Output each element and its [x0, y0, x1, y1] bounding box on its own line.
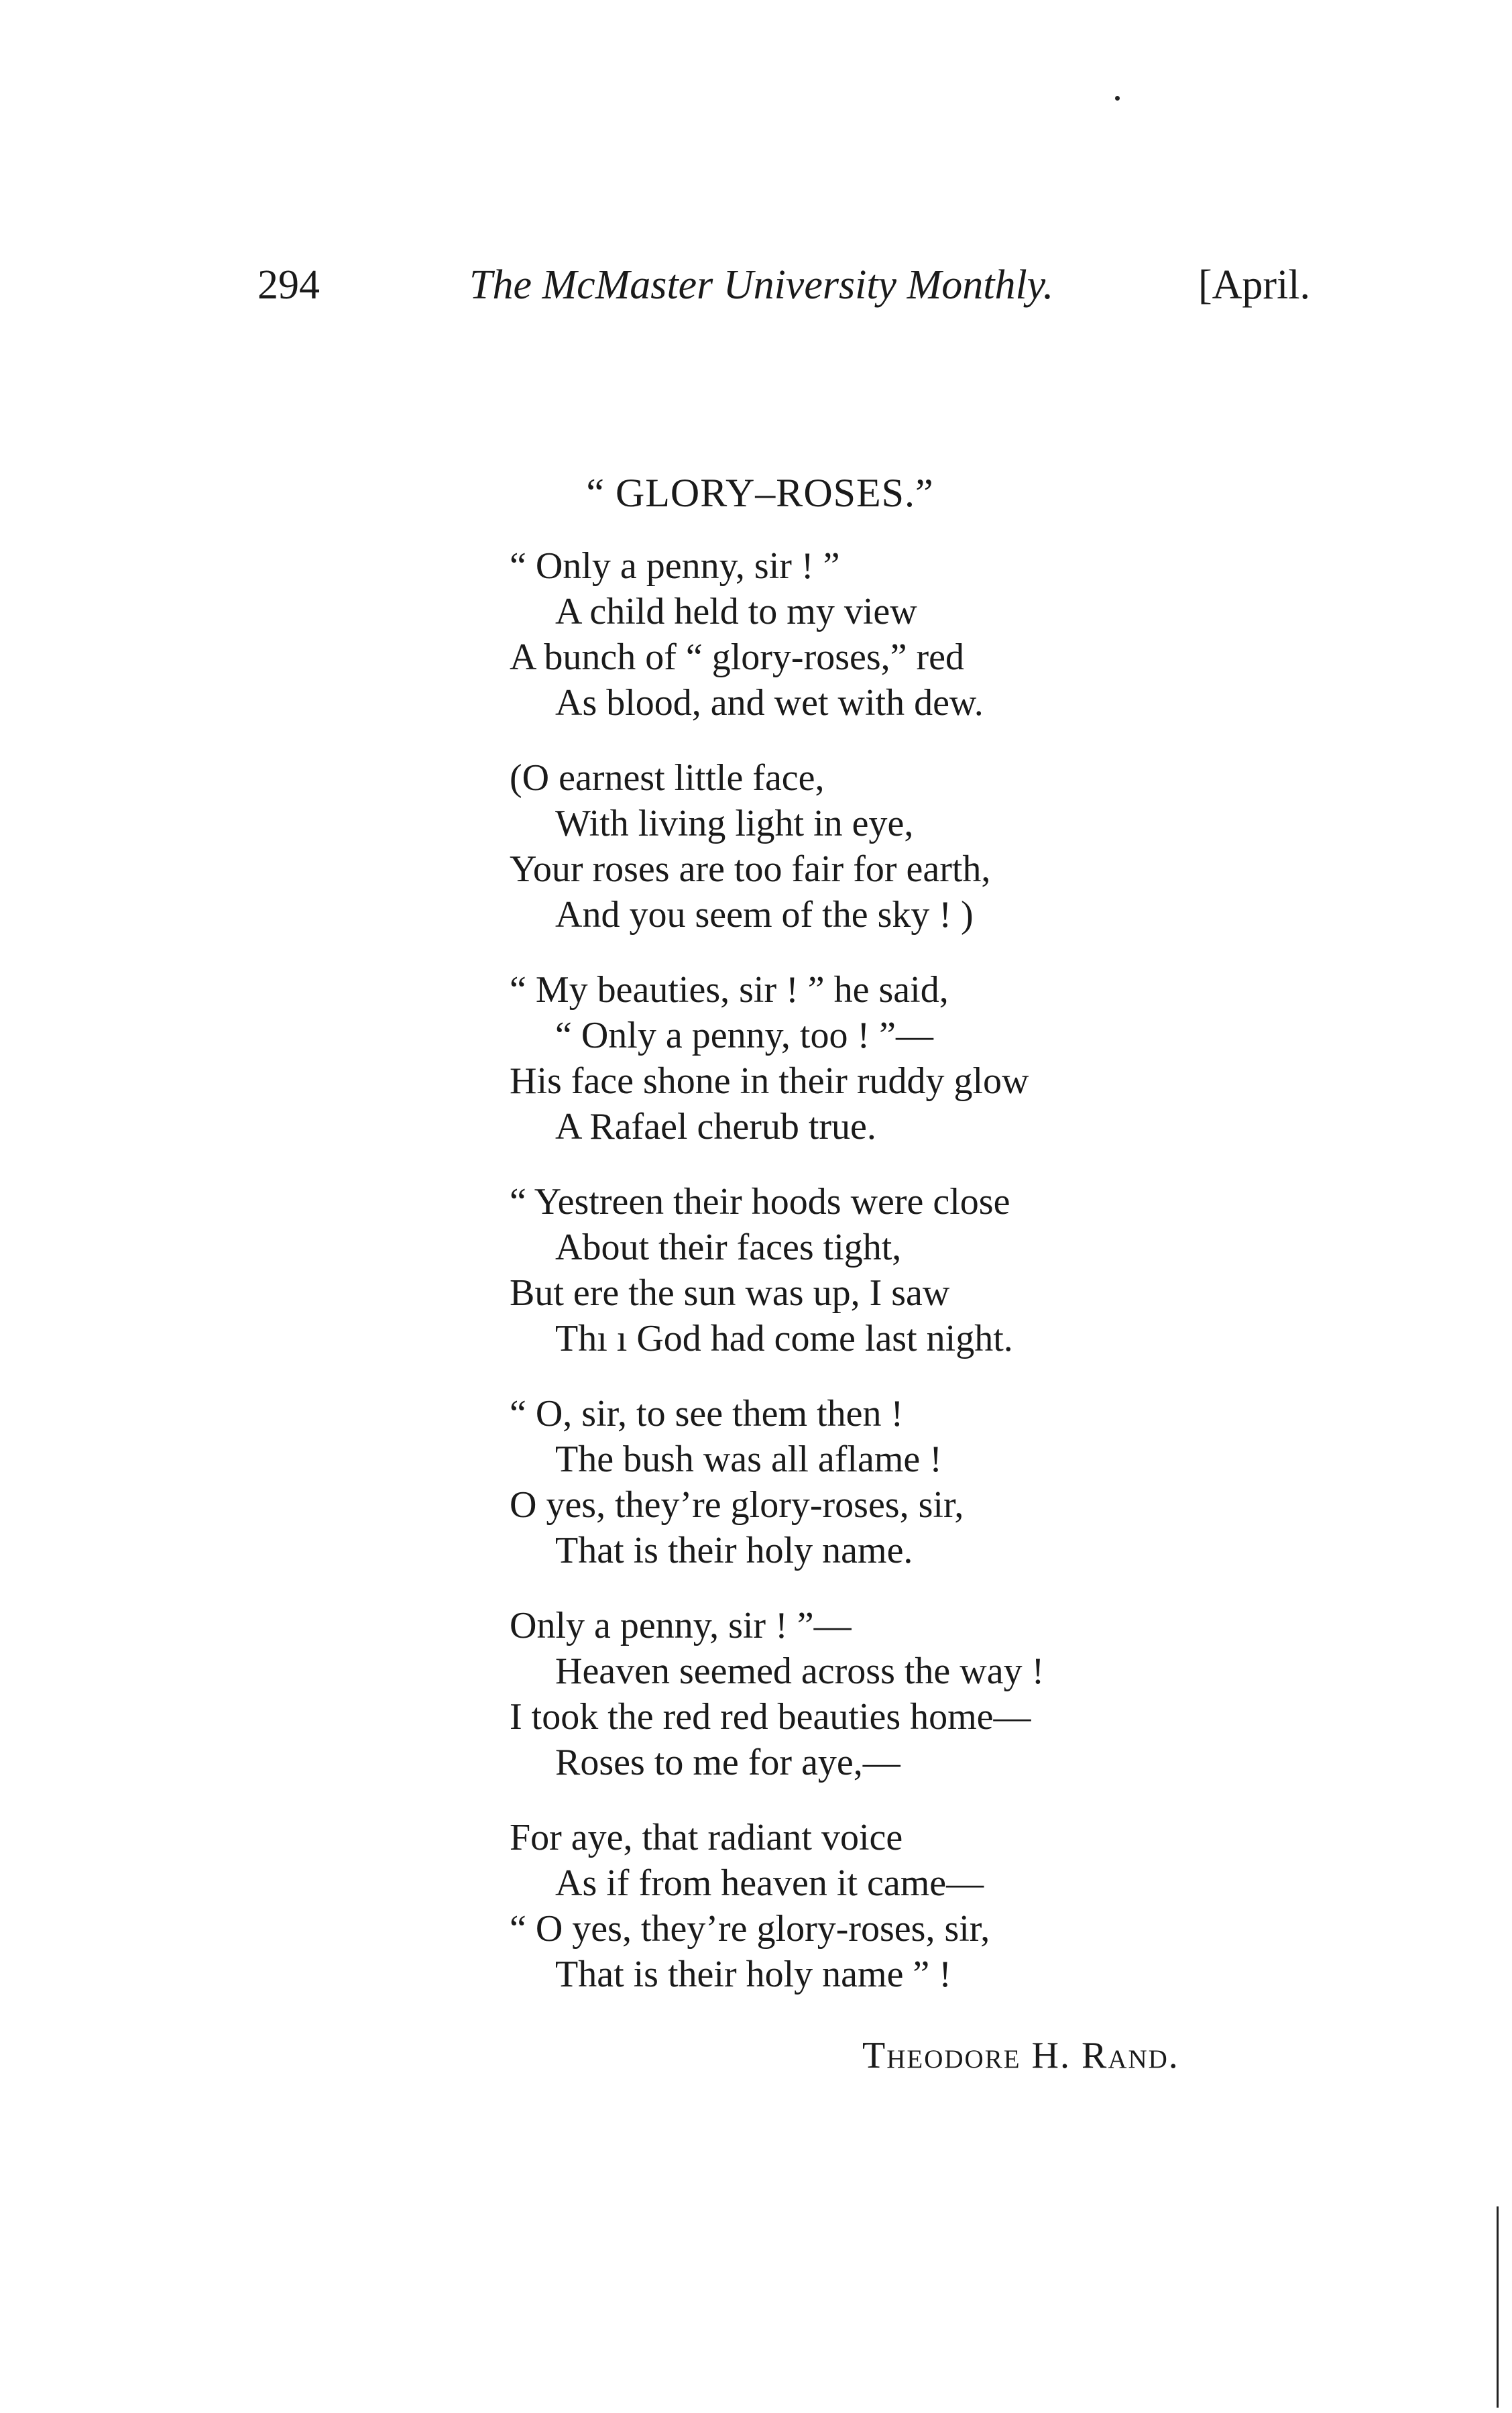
poem-line: That is their holy name ” !	[555, 1954, 951, 1995]
poem-stanza	[510, 967, 1314, 1149]
poem-line: Thı ı God had come last night.	[555, 1318, 1013, 1359]
poem-line: About their faces tight,	[555, 1227, 902, 1268]
poem-line: But ere the sun was up, I saw	[510, 1272, 950, 1314]
poem-line: I took the red red beauties home—	[510, 1696, 1031, 1738]
poem-line: “ O, sir, to see them then !	[510, 1393, 904, 1435]
page-number: 294	[257, 262, 320, 308]
poem-stanza	[510, 1391, 1314, 1573]
poem-line: A Rafael cherub true.	[555, 1106, 876, 1147]
poem-line: A bunch of “ glory-roses,” red	[510, 636, 965, 678]
issue-month: [April.	[1198, 262, 1311, 308]
poem-line: “ My beauties, sir ! ” he said,	[510, 969, 949, 1011]
poem-line: Only a penny, sir ! ”—	[510, 1605, 852, 1646]
poem-line: “ Only a penny, sir ! ”	[510, 545, 840, 587]
poem-line: For aye, that radiant voice	[510, 1817, 903, 1858]
poem-stanza	[510, 1815, 1314, 1997]
poem-line: “ O yes, they’re glory-roses, sir,	[510, 1908, 990, 1950]
poem-line: Heaven seemed across the way !	[555, 1650, 1045, 1692]
poem-body	[510, 543, 1314, 2027]
poem-line: “ Yestreen their hoods were close	[510, 1181, 1010, 1223]
journal-title: The McMaster University Monthly.	[469, 262, 1054, 308]
poem-line: “ Only a penny, too ! ”—	[555, 1015, 933, 1056]
poem-line: A child held to my view	[555, 591, 917, 632]
poem-line: With living light in eye,	[555, 803, 914, 844]
poem-line: (O earnest little face,	[510, 757, 825, 799]
scan-edge-mark	[1497, 2206, 1499, 2408]
poem-line: His face shone in their ruddy glow	[510, 1060, 1029, 1102]
poem-line: Your roses are too fair for earth,	[510, 848, 991, 890]
poem-title: “ GLORY–ROSES.”	[586, 471, 934, 515]
poem-line: The bush was all aflame !	[555, 1439, 942, 1480]
poem-stanza	[510, 755, 1314, 938]
poem-line: O yes, they’re glory-roses, sir,	[510, 1484, 964, 1526]
author-signature: Theodore H. Rand.	[862, 2035, 1179, 2076]
poem-stanza	[510, 543, 1314, 726]
poem-line: And you seem of the sky ! )	[555, 894, 974, 936]
ink-speck	[1115, 96, 1120, 101]
poem-line: That is their holy name.	[555, 1530, 913, 1571]
poem-stanza	[510, 1179, 1314, 1361]
poem-line: As blood, and wet with dew.	[555, 682, 984, 724]
running-head	[0, 255, 1512, 315]
poem-line: Roses to me for aye,—	[555, 1742, 900, 1783]
poem-line: As if from heaven it came—	[555, 1862, 984, 1904]
poem-stanza	[510, 1603, 1314, 1785]
